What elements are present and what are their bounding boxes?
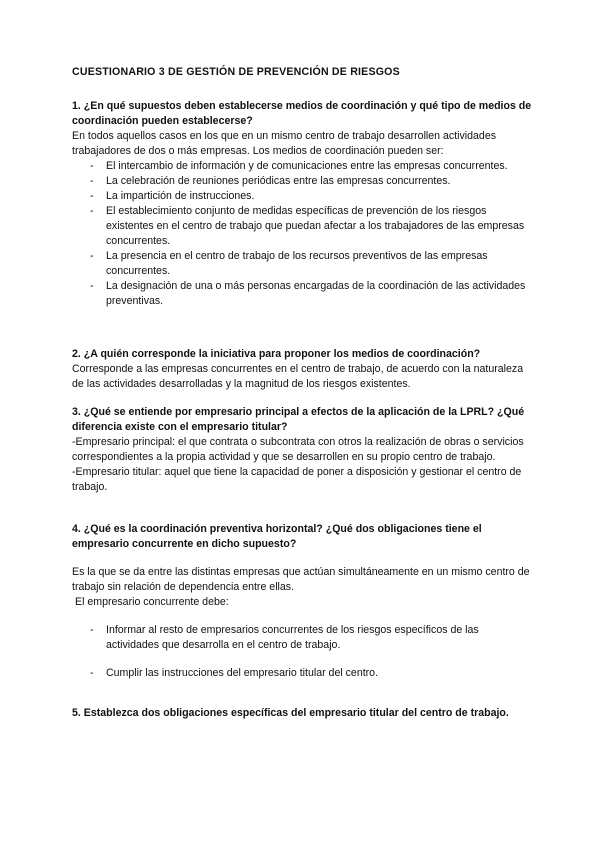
answer-1: En todos aquellos casos en los que en un mismo centro de trabajo desarrollen actividades trabajadores de dos o más empresas. Los medios de coordinación pueden ser:: [72, 130, 497, 157]
answer-4-intro: El empresario concurrente debe:: [75, 596, 229, 608]
list-item: - La designación de una o más personas encargadas de la coordinación de las actividades preventivas.: [72, 279, 532, 309]
question-1-section: [72, 99, 532, 309]
list-item: - La presencia en el centro de trabajo de los recursos preventivos de las empresas concurrentes.: [72, 249, 532, 279]
answer-1-list: [72, 159, 532, 309]
answer-3-principal: -Empresario principal: el que contrata o subcontrata con otros la realización de obras o servicios correspondientes a la propia actividad y que se desarrollen en su propio centro de trabajo.: [72, 436, 524, 463]
list-item: - El intercambio de información y de comunicaciones entre las empresas concurrentes.: [72, 159, 532, 174]
list-item: - La celebración de reuniones periódicas entre las empresas concurrentes.: [72, 174, 532, 189]
answer-4: Es la que se da entre las distintas empresas que actúan simultáneamente en un mismo centro de trabajo sin relación de dependencia entre ellas.: [72, 566, 530, 593]
list-item: - El establecimiento conjunto de medidas específicas de prevención de los riesgos existentes en el centro de trabajo que puedan afectar a los trabajadores de las empresas concurrentes.: [72, 204, 532, 249]
question-4-section: [72, 522, 532, 681]
question-2: 2. ¿A quién corresponde la iniciativa para proponer los medios de coordinación?: [72, 348, 481, 360]
list-item: - La impartición de instrucciones.: [72, 189, 532, 204]
question-1: 1. ¿En qué supuestos deben establecerse medios de coordinación y qué tipo de medios de coordinación pueden establecerse?: [72, 100, 532, 127]
question-5-section: [72, 706, 532, 721]
question-2-section: [72, 347, 532, 392]
question-3: 3. ¿Qué se entiende por empresario principal a efectos de la aplicación de la LPRL? ¿Qué diferencia existe con el empresario titular?: [72, 406, 525, 433]
answer-4-list: [72, 623, 532, 681]
document-title: CUESTIONARIO 3 DE GESTIÓN DE PREVENCIÓN DE RIESGOS: [72, 66, 400, 78]
answer-3-titular: -Empresario titular: aquel que tiene la capacidad de poner a disposición y gestionar el centro de trabajo.: [72, 466, 522, 493]
list-item: - Informar al resto de empresarios concurrentes de los riesgos específicos de las actividades que desarrolla en el centro de trabajo.: [72, 623, 532, 653]
list-item: - Cumplir las instrucciones del empresario titular del centro.: [72, 666, 532, 681]
question-4: 4. ¿Qué es la coordinación preventiva horizontal? ¿Qué dos obligaciones tiene el empresario concurrente en dicho supuesto?: [72, 523, 482, 550]
answer-2: Corresponde a las empresas concurrentes en el centro de trabajo, de acuerdo con la naturaleza de las actividades desarrolladas y la magnitud de los riesgos existentes.: [72, 363, 524, 390]
question-3-section: [72, 405, 532, 495]
question-5: 5. Establezca dos obligaciones específicas del empresario titular del centro de trabajo.: [72, 707, 509, 719]
